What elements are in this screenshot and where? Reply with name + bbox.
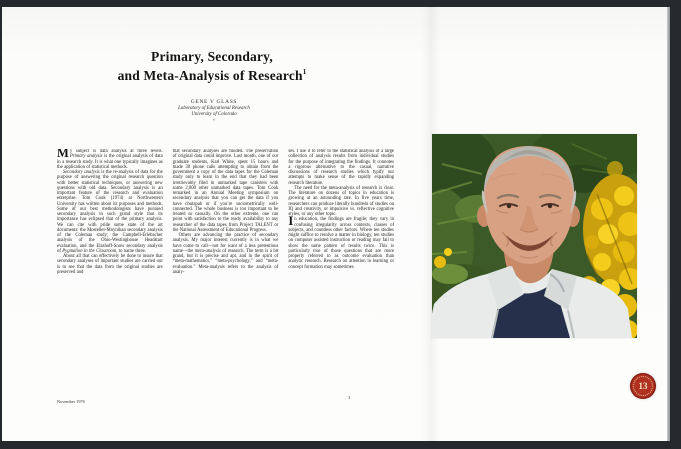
slide-number-badge bbox=[630, 373, 656, 399]
author-affiliation-2: University of Colorado bbox=[191, 112, 237, 117]
paragraph: Others are advancing the practice of secondary analysis. My major interest currently is in what we have come to call—not for want of a less pretentious name—the meta-analysis of research. The term is a bit grand, but it is precise and apt, and in the spirit of “meta-mathematics,” “meta-psychology,” and “meta-evaluation.” Meta-analysis refers to the analysis of analy- bbox=[172, 233, 279, 275]
paragraph: Secondary analysis is the re-analysis of data for the purpose of answering the original research question with better statistical techniques, or answering new questions with old data. Secondary analysis is an important feature of the research and evaluation enterprise. Tom Cook (1974) at Northwestern University has written about its purposes and methods. Some of our best methodologists have pursued secondary analysis in such grand style that its importance has eclipsed that of the primary analysis. We can cite with pride some state of the art documents: the Mosteller-Moynihan secondary analysis of the Coleman study; the Campbell-Erlebacher analysis of the Ohio-Westinghouse Headstart evaluation, and the Elashoff-Snow secondary analysis of Pygmalion in the Classroom, to name three. bbox=[57, 170, 163, 254]
paragraph: ses. I use it to refer to the statistical analysis of a large collection of analysis results from individual studies for the purpose of integrating the findings. It connotes a rigorous alternative to the casual, narrative discussions of research studies which typify our attempts to make sense of the rapidly expanding research literature. bbox=[288, 149, 394, 186]
paragraph: My subject is data analysis at three levels. Primary analysis is the original analysis of data in a research study. It is what one typically imagines as the application of statistical methods. bbox=[57, 149, 163, 170]
issue-date: November 1976 bbox=[57, 399, 85, 404]
article-title bbox=[2, 49, 422, 83]
author-ornament: * bbox=[213, 118, 215, 123]
title-line-2: and Meta-Analysis of Research bbox=[117, 67, 303, 83]
article-column bbox=[173, 149, 279, 399]
drop-cap: M bbox=[57, 149, 69, 160]
paragraph: In education, the findings are fragile; they vary in confusing irregularity across contexts, classes of subjects, and countless other factors. Where ten studies might suffice to resolve a matter in biology, ten studies on computer assisted instruction or reading may fail to show the same pattern of results twice. This is particularly true of those questions that are more properly referred to as outcome evaluation than analytic research. Research on attention in learning or concept formation may sometimes bbox=[288, 214, 394, 270]
author-name: GENE V GLASS bbox=[190, 99, 238, 105]
magazine-spread bbox=[2, 7, 667, 441]
drop-cap: I bbox=[288, 214, 294, 229]
author-affiliation-1: Laboratory of Educational Research bbox=[178, 106, 250, 111]
article-columns bbox=[57, 149, 394, 399]
slide-number: 13 bbox=[638, 381, 648, 391]
paragraph: About all that can effectively be done to insure that secondary analyses of important studies are carried out is to see that the data from the original studies are preserved and bbox=[57, 254, 163, 275]
article-column bbox=[288, 149, 394, 399]
article-column bbox=[57, 149, 163, 399]
paragraph: that secondary analyses are funded. The preservation of original data could improve. Last month, one of our graduate students, Karl White, spent 15 hours and made 30 phone calls attempting to obtain from the government a copy of the data tapes for the Coleman study only to learn in the end that they had been irretrievably filed in unmarked tape canisters with some 2,000 other unmarked data tapes. Tom Cook remarked in an Annual Meeting symposium on secondary analysis that you can get the data if you have chutzpah or if you’re sociometrically well-connected. The whole business is too important to be treated so casually. On the other extreme, one can point with satisfaction to the ready availability to any researcher of the data tapes from Project TALENT or the National Assessment of Educational Progress. bbox=[172, 149, 279, 233]
title-footnote-marker: 1 bbox=[302, 67, 307, 76]
title-line-1: Primary, Secondary, bbox=[151, 49, 273, 65]
author-block bbox=[2, 99, 426, 123]
page-edge-highlight bbox=[667, 7, 670, 441]
paragraph: The need for the meta-analysis of research is clear. The literature on dozens of topics in education is growing at an astounding rate. In five years time, researchers can produce literally hundreds of studies on IQ and creativity, or impulsive vs. reflective cognitive styles, or any other topic. bbox=[288, 185, 394, 217]
article-page bbox=[2, 7, 427, 441]
portrait-photo bbox=[432, 134, 637, 338]
page-number: 3 bbox=[348, 395, 351, 400]
